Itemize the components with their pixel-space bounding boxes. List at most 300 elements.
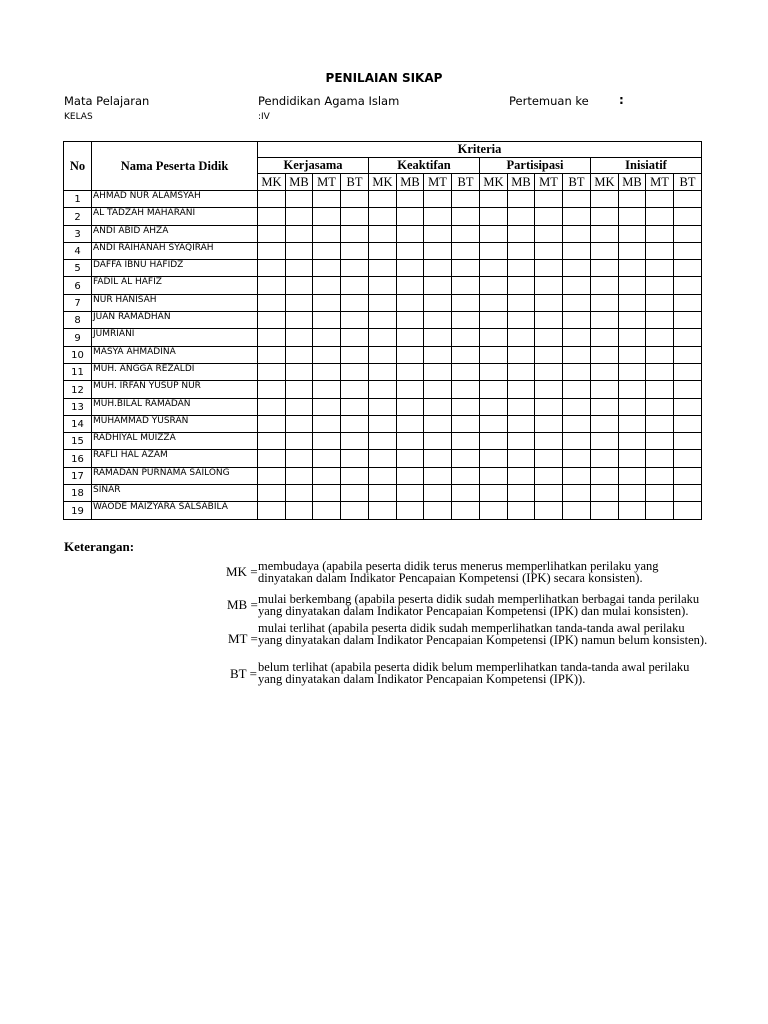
score-cell[interactable] — [286, 312, 313, 329]
score-cell[interactable] — [563, 277, 591, 294]
score-cell[interactable] — [341, 312, 369, 329]
score-cell[interactable] — [341, 502, 369, 519]
score-cell[interactable] — [591, 277, 619, 294]
score-cell[interactable] — [452, 294, 480, 311]
score-cell[interactable] — [258, 398, 286, 415]
score-cell[interactable] — [646, 467, 674, 484]
score-cell[interactable] — [313, 208, 341, 225]
score-cell[interactable] — [563, 363, 591, 380]
score-cell[interactable] — [563, 208, 591, 225]
score-cell[interactable] — [480, 485, 508, 502]
score-cell[interactable] — [341, 225, 369, 242]
score-cell[interactable] — [480, 242, 508, 259]
score-cell[interactable] — [397, 467, 424, 484]
score-cell[interactable] — [535, 467, 563, 484]
score-cell[interactable] — [369, 398, 397, 415]
score-cell[interactable] — [535, 294, 563, 311]
score-cell[interactable] — [619, 381, 646, 398]
score-cell[interactable] — [369, 381, 397, 398]
score-cell[interactable] — [674, 294, 702, 311]
score-cell[interactable] — [674, 415, 702, 432]
score-cell[interactable] — [286, 415, 313, 432]
score-cell[interactable] — [424, 433, 452, 450]
score-cell[interactable] — [258, 450, 286, 467]
score-cell[interactable] — [535, 398, 563, 415]
score-cell[interactable] — [535, 225, 563, 242]
score-cell[interactable] — [452, 381, 480, 398]
score-cell[interactable] — [646, 294, 674, 311]
score-cell[interactable] — [258, 485, 286, 502]
score-cell[interactable] — [397, 294, 424, 311]
score-cell[interactable] — [369, 225, 397, 242]
score-cell[interactable] — [397, 485, 424, 502]
score-cell[interactable] — [674, 225, 702, 242]
score-cell[interactable] — [258, 502, 286, 519]
score-cell[interactable] — [452, 312, 480, 329]
score-cell[interactable] — [535, 450, 563, 467]
score-cell[interactable] — [563, 294, 591, 311]
score-cell[interactable] — [341, 277, 369, 294]
score-cell[interactable] — [258, 312, 286, 329]
score-cell[interactable] — [619, 502, 646, 519]
score-cell[interactable] — [424, 260, 452, 277]
score-cell[interactable] — [313, 381, 341, 398]
score-cell[interactable] — [508, 242, 535, 259]
score-cell[interactable] — [452, 450, 480, 467]
score-cell[interactable] — [591, 208, 619, 225]
score-cell[interactable] — [508, 346, 535, 363]
score-cell[interactable] — [508, 312, 535, 329]
score-cell[interactable] — [619, 208, 646, 225]
score-cell[interactable] — [619, 433, 646, 450]
score-cell[interactable] — [313, 277, 341, 294]
score-cell[interactable] — [508, 433, 535, 450]
score-cell[interactable] — [369, 346, 397, 363]
score-cell[interactable] — [286, 225, 313, 242]
score-cell[interactable] — [424, 208, 452, 225]
score-cell[interactable] — [369, 485, 397, 502]
score-cell[interactable] — [424, 294, 452, 311]
score-cell[interactable] — [563, 450, 591, 467]
score-cell[interactable] — [508, 450, 535, 467]
score-cell[interactable] — [424, 485, 452, 502]
score-cell[interactable] — [591, 363, 619, 380]
score-cell[interactable] — [258, 294, 286, 311]
score-cell[interactable] — [397, 242, 424, 259]
score-cell[interactable] — [452, 329, 480, 346]
score-cell[interactable] — [535, 502, 563, 519]
score-cell[interactable] — [341, 433, 369, 450]
score-cell[interactable] — [397, 433, 424, 450]
score-cell[interactable] — [397, 260, 424, 277]
score-cell[interactable] — [646, 277, 674, 294]
score-cell[interactable] — [286, 277, 313, 294]
score-cell[interactable] — [646, 225, 674, 242]
score-cell[interactable] — [591, 502, 619, 519]
score-cell[interactable] — [397, 381, 424, 398]
score-cell[interactable] — [424, 381, 452, 398]
score-cell[interactable] — [646, 260, 674, 277]
score-cell[interactable] — [646, 242, 674, 259]
score-cell[interactable] — [452, 346, 480, 363]
score-cell[interactable] — [452, 225, 480, 242]
score-cell[interactable] — [369, 502, 397, 519]
score-cell[interactable] — [646, 415, 674, 432]
score-cell[interactable] — [369, 329, 397, 346]
score-cell[interactable] — [646, 363, 674, 380]
score-cell[interactable] — [313, 398, 341, 415]
score-cell[interactable] — [313, 346, 341, 363]
score-cell[interactable] — [424, 363, 452, 380]
score-cell[interactable] — [258, 433, 286, 450]
score-cell[interactable] — [424, 346, 452, 363]
score-cell[interactable] — [480, 329, 508, 346]
score-cell[interactable] — [452, 191, 480, 208]
score-cell[interactable] — [563, 467, 591, 484]
score-cell[interactable] — [286, 363, 313, 380]
score-cell[interactable] — [535, 415, 563, 432]
score-cell[interactable] — [397, 502, 424, 519]
score-cell[interactable] — [674, 433, 702, 450]
score-cell[interactable] — [591, 415, 619, 432]
score-cell[interactable] — [591, 398, 619, 415]
score-cell[interactable] — [591, 467, 619, 484]
score-cell[interactable] — [480, 433, 508, 450]
score-cell[interactable] — [286, 433, 313, 450]
score-cell[interactable] — [313, 415, 341, 432]
score-cell[interactable] — [646, 381, 674, 398]
score-cell[interactable] — [313, 191, 341, 208]
score-cell[interactable] — [286, 398, 313, 415]
score-cell[interactable] — [452, 467, 480, 484]
score-cell[interactable] — [535, 363, 563, 380]
score-cell[interactable] — [646, 433, 674, 450]
score-cell[interactable] — [508, 208, 535, 225]
score-cell[interactable] — [674, 191, 702, 208]
score-cell[interactable] — [591, 485, 619, 502]
score-cell[interactable] — [535, 381, 563, 398]
score-cell[interactable] — [480, 502, 508, 519]
score-cell[interactable] — [508, 398, 535, 415]
score-cell[interactable] — [646, 346, 674, 363]
score-cell[interactable] — [258, 208, 286, 225]
score-cell[interactable] — [674, 398, 702, 415]
score-cell[interactable] — [563, 225, 591, 242]
score-cell[interactable] — [619, 415, 646, 432]
score-cell[interactable] — [591, 260, 619, 277]
score-cell[interactable] — [646, 208, 674, 225]
score-cell[interactable] — [341, 381, 369, 398]
score-cell[interactable] — [674, 277, 702, 294]
score-cell[interactable] — [480, 208, 508, 225]
score-cell[interactable] — [286, 346, 313, 363]
score-cell[interactable] — [619, 225, 646, 242]
score-cell[interactable] — [424, 191, 452, 208]
score-cell[interactable] — [508, 294, 535, 311]
score-cell[interactable] — [563, 398, 591, 415]
score-cell[interactable] — [313, 450, 341, 467]
score-cell[interactable] — [341, 191, 369, 208]
score-cell[interactable] — [591, 191, 619, 208]
score-cell[interactable] — [452, 398, 480, 415]
score-cell[interactable] — [313, 485, 341, 502]
score-cell[interactable] — [313, 502, 341, 519]
score-cell[interactable] — [508, 277, 535, 294]
score-cell[interactable] — [341, 346, 369, 363]
score-cell[interactable] — [674, 450, 702, 467]
score-cell[interactable] — [591, 225, 619, 242]
score-cell[interactable] — [313, 294, 341, 311]
score-cell[interactable] — [369, 450, 397, 467]
score-cell[interactable] — [397, 225, 424, 242]
score-cell[interactable] — [258, 415, 286, 432]
score-cell[interactable] — [341, 208, 369, 225]
score-cell[interactable] — [369, 260, 397, 277]
score-cell[interactable] — [480, 312, 508, 329]
score-cell[interactable] — [424, 225, 452, 242]
score-cell[interactable] — [535, 208, 563, 225]
score-cell[interactable] — [258, 191, 286, 208]
score-cell[interactable] — [646, 450, 674, 467]
score-cell[interactable] — [397, 312, 424, 329]
score-cell[interactable] — [674, 502, 702, 519]
score-cell[interactable] — [563, 433, 591, 450]
score-cell[interactable] — [369, 312, 397, 329]
score-cell[interactable] — [674, 260, 702, 277]
score-cell[interactable] — [508, 502, 535, 519]
score-cell[interactable] — [674, 329, 702, 346]
score-cell[interactable] — [313, 225, 341, 242]
score-cell[interactable] — [591, 329, 619, 346]
score-cell[interactable] — [313, 467, 341, 484]
score-cell[interactable] — [563, 260, 591, 277]
score-cell[interactable] — [535, 277, 563, 294]
score-cell[interactable] — [341, 242, 369, 259]
score-cell[interactable] — [508, 415, 535, 432]
score-cell[interactable] — [424, 312, 452, 329]
score-cell[interactable] — [480, 415, 508, 432]
score-cell[interactable] — [258, 467, 286, 484]
score-cell[interactable] — [286, 329, 313, 346]
score-cell[interactable] — [619, 450, 646, 467]
score-cell[interactable] — [591, 381, 619, 398]
score-cell[interactable] — [313, 260, 341, 277]
score-cell[interactable] — [480, 450, 508, 467]
score-cell[interactable] — [424, 450, 452, 467]
score-cell[interactable] — [286, 450, 313, 467]
score-cell[interactable] — [480, 381, 508, 398]
score-cell[interactable] — [563, 502, 591, 519]
score-cell[interactable] — [674, 363, 702, 380]
score-cell[interactable] — [619, 277, 646, 294]
score-cell[interactable] — [452, 277, 480, 294]
score-cell[interactable] — [646, 398, 674, 415]
score-cell[interactable] — [286, 260, 313, 277]
score-cell[interactable] — [397, 329, 424, 346]
score-cell[interactable] — [341, 363, 369, 380]
score-cell[interactable] — [535, 346, 563, 363]
score-cell[interactable] — [619, 242, 646, 259]
score-cell[interactable] — [508, 467, 535, 484]
score-cell[interactable] — [480, 363, 508, 380]
score-cell[interactable] — [619, 346, 646, 363]
score-cell[interactable] — [369, 467, 397, 484]
score-cell[interactable] — [674, 312, 702, 329]
score-cell[interactable] — [619, 294, 646, 311]
score-cell[interactable] — [286, 191, 313, 208]
score-cell[interactable] — [341, 450, 369, 467]
score-cell[interactable] — [674, 381, 702, 398]
score-cell[interactable] — [535, 485, 563, 502]
score-cell[interactable] — [341, 260, 369, 277]
score-cell[interactable] — [508, 329, 535, 346]
score-cell[interactable] — [341, 398, 369, 415]
score-cell[interactable] — [397, 208, 424, 225]
score-cell[interactable] — [646, 329, 674, 346]
score-cell[interactable] — [452, 363, 480, 380]
score-cell[interactable] — [535, 242, 563, 259]
score-cell[interactable] — [341, 467, 369, 484]
score-cell[interactable] — [397, 277, 424, 294]
score-cell[interactable] — [452, 242, 480, 259]
score-cell[interactable] — [258, 260, 286, 277]
score-cell[interactable] — [591, 312, 619, 329]
score-cell[interactable] — [674, 467, 702, 484]
score-cell[interactable] — [424, 415, 452, 432]
score-cell[interactable] — [646, 502, 674, 519]
score-cell[interactable] — [313, 312, 341, 329]
score-cell[interactable] — [508, 381, 535, 398]
score-cell[interactable] — [563, 485, 591, 502]
score-cell[interactable] — [619, 485, 646, 502]
score-cell[interactable] — [452, 208, 480, 225]
score-cell[interactable] — [369, 415, 397, 432]
score-cell[interactable] — [369, 191, 397, 208]
score-cell[interactable] — [563, 346, 591, 363]
score-cell[interactable] — [508, 260, 535, 277]
score-cell[interactable] — [619, 191, 646, 208]
score-cell[interactable] — [619, 398, 646, 415]
score-cell[interactable] — [258, 363, 286, 380]
score-cell[interactable] — [369, 433, 397, 450]
score-cell[interactable] — [258, 225, 286, 242]
score-cell[interactable] — [508, 485, 535, 502]
score-cell[interactable] — [619, 260, 646, 277]
score-cell[interactable] — [508, 191, 535, 208]
score-cell[interactable] — [563, 191, 591, 208]
score-cell[interactable] — [480, 260, 508, 277]
score-cell[interactable] — [452, 502, 480, 519]
score-cell[interactable] — [258, 381, 286, 398]
score-cell[interactable] — [591, 294, 619, 311]
score-cell[interactable] — [341, 294, 369, 311]
score-cell[interactable] — [591, 433, 619, 450]
score-cell[interactable] — [452, 433, 480, 450]
score-cell[interactable] — [341, 329, 369, 346]
score-cell[interactable] — [369, 242, 397, 259]
score-cell[interactable] — [424, 277, 452, 294]
score-cell[interactable] — [286, 381, 313, 398]
score-cell[interactable] — [591, 450, 619, 467]
score-cell[interactable] — [480, 346, 508, 363]
score-cell[interactable] — [563, 415, 591, 432]
score-cell[interactable] — [397, 363, 424, 380]
score-cell[interactable] — [480, 277, 508, 294]
score-cell[interactable] — [535, 260, 563, 277]
score-cell[interactable] — [674, 485, 702, 502]
score-cell[interactable] — [674, 208, 702, 225]
score-cell[interactable] — [397, 346, 424, 363]
score-cell[interactable] — [563, 381, 591, 398]
score-cell[interactable] — [397, 398, 424, 415]
score-cell[interactable] — [313, 242, 341, 259]
score-cell[interactable] — [397, 191, 424, 208]
score-cell[interactable] — [452, 415, 480, 432]
score-cell[interactable] — [424, 502, 452, 519]
score-cell[interactable] — [535, 312, 563, 329]
score-cell[interactable] — [397, 415, 424, 432]
score-cell[interactable] — [563, 312, 591, 329]
score-cell[interactable] — [674, 346, 702, 363]
score-cell[interactable] — [619, 363, 646, 380]
score-cell[interactable] — [258, 242, 286, 259]
score-cell[interactable] — [646, 485, 674, 502]
score-cell[interactable] — [424, 329, 452, 346]
score-cell[interactable] — [563, 242, 591, 259]
score-cell[interactable] — [313, 329, 341, 346]
score-cell[interactable] — [424, 242, 452, 259]
score-cell[interactable] — [535, 433, 563, 450]
score-cell[interactable] — [591, 346, 619, 363]
score-cell[interactable] — [341, 485, 369, 502]
score-cell[interactable] — [258, 277, 286, 294]
score-cell[interactable] — [508, 225, 535, 242]
score-cell[interactable] — [286, 467, 313, 484]
score-cell[interactable] — [452, 260, 480, 277]
score-cell[interactable] — [258, 329, 286, 346]
score-cell[interactable] — [619, 312, 646, 329]
score-cell[interactable] — [286, 485, 313, 502]
score-cell[interactable] — [286, 294, 313, 311]
score-cell[interactable] — [369, 294, 397, 311]
score-cell[interactable] — [480, 225, 508, 242]
score-cell[interactable] — [369, 277, 397, 294]
score-cell[interactable] — [480, 467, 508, 484]
score-cell[interactable] — [535, 191, 563, 208]
score-cell[interactable] — [480, 294, 508, 311]
score-cell[interactable] — [286, 242, 313, 259]
score-cell[interactable] — [369, 208, 397, 225]
score-cell[interactable] — [591, 242, 619, 259]
score-cell[interactable] — [286, 208, 313, 225]
score-cell[interactable] — [313, 433, 341, 450]
score-cell[interactable] — [563, 329, 591, 346]
score-cell[interactable] — [258, 346, 286, 363]
score-cell[interactable] — [646, 312, 674, 329]
score-cell[interactable] — [508, 363, 535, 380]
score-cell[interactable] — [480, 191, 508, 208]
score-cell[interactable] — [313, 363, 341, 380]
score-cell[interactable] — [619, 329, 646, 346]
score-cell[interactable] — [397, 450, 424, 467]
score-cell[interactable] — [452, 485, 480, 502]
score-cell[interactable] — [674, 242, 702, 259]
score-cell[interactable] — [619, 467, 646, 484]
score-cell[interactable] — [646, 191, 674, 208]
score-cell[interactable] — [341, 415, 369, 432]
score-cell[interactable] — [286, 502, 313, 519]
score-cell[interactable] — [424, 467, 452, 484]
